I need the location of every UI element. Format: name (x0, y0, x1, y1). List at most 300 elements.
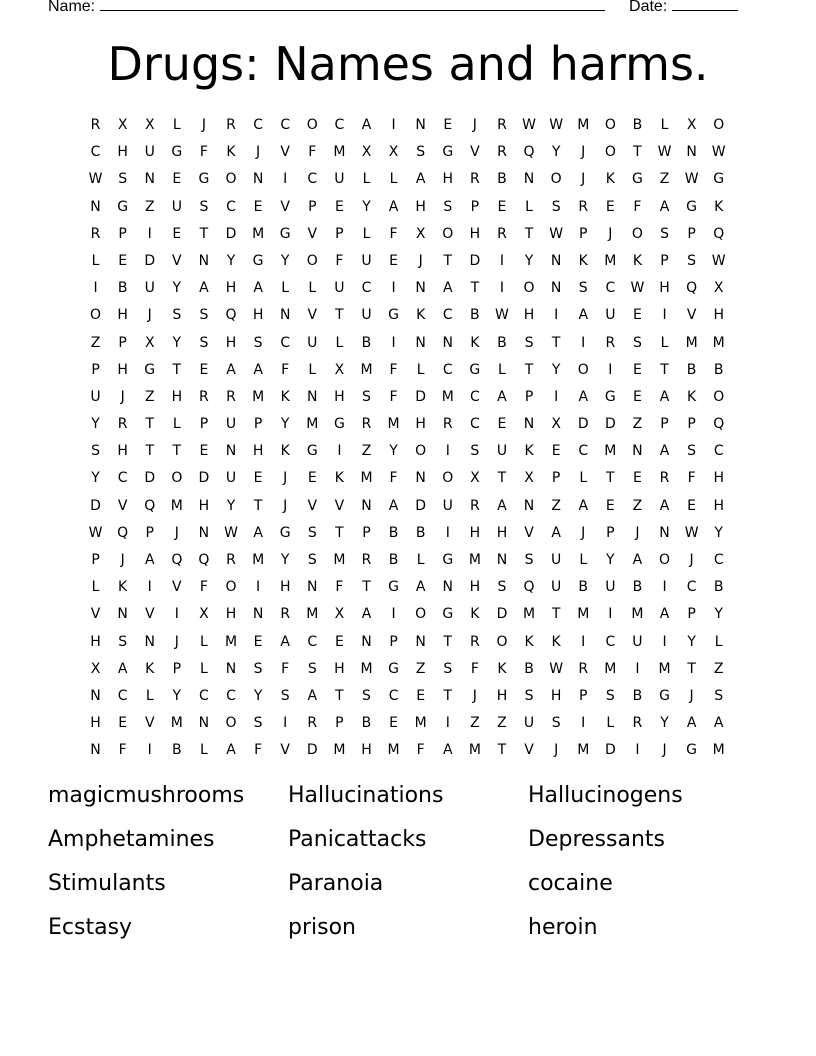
grid-letter: C (578, 443, 589, 460)
grid-letter: T (335, 524, 344, 541)
grid-letter: S (362, 687, 371, 704)
grid-letter: O (496, 633, 508, 650)
grid-row (82, 629, 732, 656)
grid-letter: P (687, 225, 696, 242)
grid-letter: V (172, 579, 182, 596)
grid-letter: L (362, 225, 371, 242)
grid-letter: Q (198, 552, 210, 568)
grid-letter: N (279, 307, 291, 324)
grid-letter: L (389, 171, 398, 188)
grid-letter: Y (524, 252, 534, 269)
grid-letter: T (470, 280, 480, 297)
grid-letter: D (604, 742, 616, 759)
grid-letter: V (144, 715, 155, 732)
grid-letter: E (253, 198, 263, 215)
grid-letter: S (687, 252, 697, 269)
grid-letter: A (578, 388, 589, 405)
grid-letter: W (549, 117, 564, 133)
grid-letter: C (361, 280, 372, 297)
grid-letter: M (712, 334, 725, 351)
grid-row (82, 384, 732, 411)
grid-letter: Z (659, 171, 670, 188)
grid-letter: S (307, 660, 317, 677)
grid-letter: H (90, 715, 101, 732)
grid-letter: C (334, 117, 345, 133)
grid-letter: I (147, 225, 152, 242)
grid-letter: N (225, 443, 237, 460)
grid-letter: G (686, 198, 698, 215)
grid-letter: O (604, 117, 616, 133)
grid-letter: U (334, 280, 345, 297)
grid-letter: R (497, 117, 507, 133)
word-list-item: Depressants (528, 827, 665, 852)
grid-letter: G (333, 416, 345, 433)
word-list-item: Paranoia (288, 871, 384, 896)
grid-letter: J (283, 497, 288, 514)
grid-letter: O (171, 470, 183, 487)
grid-letter: E (632, 388, 642, 405)
grid-letter: H (90, 633, 101, 650)
grid-letter: H (469, 579, 481, 596)
grid-letter: Z (144, 198, 155, 215)
grid-letter: R (605, 334, 616, 351)
grid-letter: O (713, 117, 725, 133)
grid-letter: U (171, 198, 182, 215)
grid-letter: I (499, 280, 505, 297)
grid-letter: J (147, 307, 152, 324)
grid-letter: H (252, 443, 264, 460)
grid-letter: G (144, 361, 156, 378)
word-list-item: prison (288, 915, 356, 940)
grid-letter: S (497, 579, 507, 596)
grid-letter: P (172, 660, 182, 677)
grid-letter: N (415, 470, 426, 487)
header (48, 0, 738, 16)
grid-letter: M (468, 552, 481, 568)
grid-letter: K (578, 252, 588, 269)
grid-letter: M (523, 606, 536, 623)
grid-letter: P (687, 416, 696, 433)
grid-letter: H (334, 660, 345, 677)
grid-letter: A (280, 633, 290, 650)
grid-letter: D (90, 497, 101, 514)
grid-letter: J (662, 742, 667, 759)
grid-letter: I (147, 742, 152, 759)
grid-letter: N (90, 742, 101, 759)
grid-row (82, 357, 732, 384)
grid-letter: A (226, 361, 236, 378)
grid-letter: X (144, 334, 155, 351)
grid-letter: M (604, 252, 617, 269)
grid-letter: N (523, 171, 535, 188)
grid-letter: X (144, 117, 155, 133)
grid-letter: T (606, 470, 615, 487)
grid-letter: A (659, 198, 670, 215)
grid-letter: E (253, 633, 263, 650)
grid-letter: P (579, 687, 588, 704)
grid-letter: G (686, 742, 698, 759)
grid-letter: J (256, 144, 261, 161)
grid-letter: T (253, 497, 263, 514)
grid-letter: Y (280, 252, 290, 269)
grid-letter: W (549, 660, 564, 677)
grid-letter: S (416, 144, 426, 161)
grid-letter: G (713, 171, 725, 188)
grid-letter: T (443, 687, 453, 704)
grid-letter: K (118, 579, 128, 596)
grid-letter: F (470, 660, 479, 677)
grid-letter: K (524, 443, 534, 460)
grid-letter: V (307, 307, 318, 324)
grid-letter: L (200, 633, 208, 650)
grid-letter: V (90, 606, 101, 623)
grid-letter: Y (389, 443, 398, 460)
grid-letter: R (199, 388, 209, 405)
grid-letter: S (605, 687, 615, 704)
grid-letter: P (145, 524, 154, 541)
grid-letter: G (388, 307, 399, 324)
grid-letter: I (662, 633, 667, 650)
grid-letter: A (632, 552, 643, 568)
grid-letter: X (551, 416, 561, 433)
grid-letter: L (579, 552, 588, 568)
word-list-item: cocaine (528, 871, 613, 896)
grid-letter: I (391, 606, 396, 623)
grid-letter: U (90, 388, 101, 405)
grid-letter: X (117, 117, 128, 133)
grid-letter: X (361, 144, 372, 161)
grid-letter: M (360, 660, 373, 677)
grid-letter: B (578, 579, 589, 596)
grid-letter: C (442, 361, 453, 378)
grid-letter: D (198, 470, 210, 487)
grid-letter: Y (714, 606, 723, 623)
grid-letter: M (387, 742, 400, 759)
grid-letter: A (442, 280, 453, 297)
grid-letter: N (415, 117, 426, 133)
grid-letter: P (687, 606, 696, 623)
grid-letter: E (334, 633, 344, 650)
grid-letter: P (524, 388, 534, 405)
grid-letter: S (307, 524, 317, 541)
grid-letter: D (496, 606, 508, 623)
grid-letter: F (281, 361, 290, 378)
grid-letter: B (388, 552, 399, 568)
word-list-item: Hallucinations (288, 783, 444, 808)
grid-letter: I (337, 443, 342, 460)
grid-letter: M (468, 742, 481, 759)
grid-letter: S (199, 307, 209, 324)
grid-letter: H (713, 307, 724, 324)
grid-letter: Y (91, 470, 100, 487)
grid-letter: J (472, 687, 477, 704)
grid-letter: Y (660, 715, 669, 732)
grid-letter: V (280, 198, 290, 215)
grid-letter: G (469, 361, 481, 378)
grid-letter: S (199, 198, 209, 215)
grid-letter: V (334, 497, 345, 514)
grid-letter: W (684, 171, 699, 188)
grid-letter: D (306, 742, 318, 759)
grid-letter: K (497, 660, 507, 677)
grid-letter: U (225, 470, 237, 487)
grid-letter: D (604, 416, 616, 433)
grid-letter: O (415, 443, 427, 460)
grid-letter: F (687, 470, 696, 487)
grid-letter: A (686, 715, 697, 732)
grid-row (82, 166, 732, 193)
grid-letter: Y (253, 687, 263, 704)
grid-letter: Y (714, 524, 723, 541)
grid-letter: N (415, 280, 426, 297)
grid-letter: H (713, 497, 724, 514)
grid-letter: O (225, 171, 237, 188)
grid-letter: M (333, 144, 346, 161)
grid-letter: A (144, 552, 155, 568)
grid-letter: J (120, 552, 125, 568)
grid-letter: F (281, 660, 290, 677)
grid-row (82, 737, 732, 764)
grid-letter: M (631, 606, 644, 623)
grid-letter: X (470, 470, 480, 487)
grid-letter: I (635, 742, 640, 759)
grid-letter: A (497, 497, 507, 514)
grid-letter: F (199, 144, 208, 161)
grid-letter: H (117, 144, 128, 161)
grid-letter: N (117, 606, 128, 623)
grid-letter: K (524, 633, 534, 650)
grid-letter: Z (90, 334, 101, 351)
grid-letter: L (660, 117, 669, 133)
grid-letter: C (226, 687, 236, 704)
grid-letter: H (442, 171, 454, 188)
grid-letter: S (632, 334, 642, 351)
grid-letter: U (605, 307, 616, 324)
grid-letter: V (172, 252, 182, 269)
grid-letter: C (253, 117, 263, 133)
grid-letter: B (632, 117, 643, 133)
grid-letter: Q (171, 552, 183, 568)
grid-letter: Z (361, 443, 372, 460)
grid-letter: N (550, 280, 562, 297)
grid-letter: A (659, 497, 670, 514)
grid-letter: U (144, 144, 155, 161)
grid-letter: C (469, 388, 480, 405)
grid-letter: V (280, 742, 290, 759)
grid-letter: H (415, 198, 426, 215)
grid-letter: S (714, 687, 724, 704)
grid-letter: E (389, 252, 398, 269)
grid-letter: P (362, 524, 371, 541)
grid-letter: C (713, 443, 724, 460)
grid-letter: O (713, 388, 725, 405)
grid-letter: X (388, 144, 399, 161)
grid-letter: P (308, 198, 317, 215)
grid-letter: S (524, 687, 534, 704)
grid-row (82, 683, 732, 710)
grid-row (82, 221, 732, 248)
grid-letter: A (388, 497, 399, 514)
grid-letter: S (660, 225, 669, 242)
grid-letter: T (199, 225, 209, 242)
grid-letter: P (335, 715, 344, 732)
grid-letter: Y (551, 144, 561, 161)
grid-letter: W (88, 171, 103, 188)
grid-letter: K (470, 606, 480, 623)
grid-letter: A (117, 660, 128, 677)
grid-letter: J (689, 687, 694, 704)
grid-letter: L (498, 361, 506, 378)
grid-letter: G (306, 443, 318, 460)
grid-letter: S (253, 334, 263, 351)
grid-letter: N (632, 443, 643, 460)
grid-letter: I (662, 307, 667, 324)
grid-letter: L (172, 416, 181, 433)
grid-row (82, 601, 732, 628)
grid-letter: A (388, 198, 399, 215)
grid-letter: V (280, 144, 290, 161)
grid-letter: V (117, 497, 128, 514)
grid-letter: B (470, 307, 480, 324)
grid-letter: Q (144, 497, 156, 514)
grid-letter: K (145, 660, 155, 677)
date-label: Date: (629, 0, 668, 15)
grid-letter: G (388, 579, 399, 596)
grid-letter: C (280, 117, 291, 133)
grid-letter: S (524, 552, 534, 568)
grid-letter: J (174, 633, 179, 650)
grid-letter: M (333, 742, 346, 759)
grid-letter: E (118, 252, 128, 269)
grid-letter: M (387, 416, 400, 433)
grid-letter: Y (280, 416, 290, 433)
grid-letter: B (524, 660, 534, 677)
grid-letter: U (442, 497, 453, 514)
grid-letter: I (93, 280, 98, 297)
grid-letter: H (469, 524, 481, 541)
grid-letter: I (581, 715, 586, 732)
grid-letter: N (442, 334, 453, 351)
grid-letter: G (631, 171, 643, 188)
grid-letter: K (632, 252, 643, 269)
word-list (48, 779, 768, 945)
grid-letter: G (279, 225, 291, 242)
grid-letter: O (306, 117, 318, 133)
grid-row (82, 194, 732, 221)
grid-row (82, 520, 732, 547)
grid-letter: I (445, 524, 450, 541)
grid-letter: T (443, 633, 453, 650)
grid-row (82, 438, 732, 465)
grid-letter: G (171, 144, 183, 161)
grid-row (82, 411, 732, 438)
grid-letter: B (686, 361, 697, 378)
grid-letter: L (308, 280, 317, 297)
grid-letter: C (713, 552, 724, 568)
grid-letter: J (581, 524, 586, 541)
grid-letter: O (415, 606, 427, 623)
grid-letter: H (469, 225, 481, 242)
grid-letter: M (712, 742, 725, 759)
grid-letter: Z (470, 715, 480, 732)
grid-letter: R (226, 388, 236, 405)
grid-letter: R (361, 552, 372, 568)
grid-letter: I (147, 579, 152, 596)
grid-letter: K (470, 334, 480, 351)
grid-letter: H (496, 687, 508, 704)
grid-letter: S (578, 280, 588, 297)
grid-letter: M (685, 334, 698, 351)
grid-letter: Q (686, 280, 698, 297)
grid-letter: U (307, 334, 318, 351)
grid-letter: Q (713, 225, 725, 242)
grid-letter: M (577, 117, 590, 133)
grid-letter: A (253, 361, 263, 378)
grid-letter: A (442, 742, 453, 759)
grid-letter: F (335, 579, 344, 596)
grid-letter: R (578, 198, 589, 215)
grid-row (82, 248, 732, 275)
grid-letter: J (554, 742, 559, 759)
grid-letter: U (334, 171, 345, 188)
grid-letter: M (658, 660, 671, 677)
grid-letter: N (361, 497, 372, 514)
grid-letter: N (252, 606, 264, 623)
grid-letter: J (472, 117, 477, 133)
grid-letter: M (252, 388, 265, 405)
date-field-line[interactable] (672, 10, 738, 11)
grid-letter: K (714, 198, 724, 215)
grid-letter: M (360, 361, 373, 378)
word-list-item: Ecstasy (48, 915, 133, 940)
grid-letter: Q (523, 144, 535, 161)
grid-letter: L (172, 117, 181, 133)
grid-letter: R (469, 171, 480, 188)
grid-letter: R (361, 416, 372, 433)
grid-letter: E (389, 715, 398, 732)
grid-letter: A (226, 742, 236, 759)
grid-letter: F (389, 225, 398, 242)
grid-letter: G (442, 606, 454, 623)
grid-letter: O (577, 361, 589, 378)
grid-letter: M (170, 715, 183, 732)
grid-letter: N (144, 633, 155, 650)
grid-letter: W (224, 524, 238, 541)
grid-letter: N (90, 687, 101, 704)
grid-letter: Y (606, 552, 615, 568)
grid-letter: M (414, 715, 427, 732)
grid-letter: A (199, 280, 209, 297)
name-field-line[interactable] (100, 10, 605, 11)
grid-letter: N (198, 524, 210, 541)
grid-letter: I (554, 307, 559, 324)
grid-letter: N (307, 388, 318, 405)
grid-letter: S (687, 443, 697, 460)
grid-letter: N (144, 171, 155, 188)
grid-letter: L (335, 334, 344, 351)
grid-letter: Y (362, 198, 371, 215)
grid-letter: Q (225, 307, 237, 324)
grid-letter: U (361, 252, 372, 269)
grid-letter: I (283, 715, 288, 732)
grid-letter: F (633, 198, 642, 215)
grid-row (82, 112, 732, 139)
grid-letter: G (279, 524, 291, 541)
grid-letter: D (225, 225, 237, 242)
grid-letter: B (713, 361, 724, 378)
grid-letter: M (252, 225, 265, 242)
grid-letter: E (416, 687, 426, 704)
